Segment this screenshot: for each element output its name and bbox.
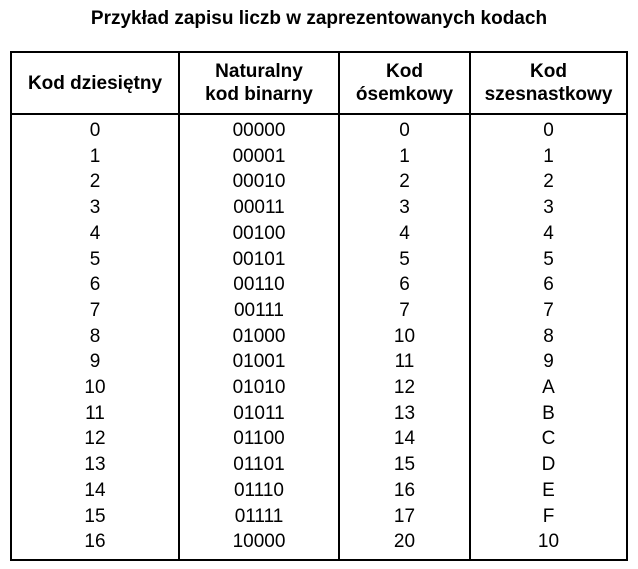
hex-cell: 1 (470, 144, 627, 170)
hex-cell: 7 (470, 298, 627, 324)
table-row (11, 375, 627, 401)
header-row (11, 52, 627, 114)
table-row (11, 195, 627, 221)
binary-cell: 10000 (179, 529, 339, 560)
decimal-cell: 1 (11, 144, 179, 170)
hex-cell: 6 (470, 272, 627, 298)
octal-cell: 17 (339, 504, 470, 530)
octal-cell: 0 (339, 114, 470, 144)
binary-cell: 01001 (179, 349, 339, 375)
header-binary (179, 52, 339, 114)
binary-cell: 01111 (179, 504, 339, 530)
hex-cell: E (470, 478, 627, 504)
hex-cell: 8 (470, 324, 627, 350)
hex-cell: A (470, 375, 627, 401)
binary-cell: 00010 (179, 169, 339, 195)
octal-cell: 11 (339, 349, 470, 375)
hex-cell: 5 (470, 247, 627, 273)
table-header (11, 52, 627, 114)
decimal-cell: 12 (11, 426, 179, 452)
decimal-cell: 16 (11, 529, 179, 560)
decimal-cell: 3 (11, 195, 179, 221)
binary-cell: 01010 (179, 375, 339, 401)
octal-cell: 1 (339, 144, 470, 170)
decimal-cell: 10 (11, 375, 179, 401)
table-row (11, 272, 627, 298)
octal-cell: 2 (339, 169, 470, 195)
decimal-cell: 9 (11, 349, 179, 375)
table-body (11, 114, 627, 560)
table-row (11, 169, 627, 195)
hex-cell: 3 (470, 195, 627, 221)
octal-cell: 6 (339, 272, 470, 298)
octal-cell: 13 (339, 401, 470, 427)
header-octal-line-1: Kod (386, 61, 423, 82)
decimal-cell: 4 (11, 221, 179, 247)
table-row (11, 144, 627, 170)
decimal-cell: 14 (11, 478, 179, 504)
header-octal-line-2: ósemkowy (355, 84, 454, 105)
decimal-cell: 0 (11, 114, 179, 144)
table-row (11, 426, 627, 452)
hex-cell: 9 (470, 349, 627, 375)
header-decimal (11, 52, 179, 114)
binary-cell: 00000 (179, 114, 339, 144)
header-hex-line-1: Kod (530, 61, 567, 82)
table-row (11, 221, 627, 247)
octal-cell: 14 (339, 426, 470, 452)
binary-cell: 01101 (179, 452, 339, 478)
hex-cell: 4 (470, 221, 627, 247)
binary-cell: 01110 (179, 478, 339, 504)
octal-cell: 20 (339, 529, 470, 560)
hex-cell: 0 (470, 114, 627, 144)
table-row (11, 452, 627, 478)
hex-cell: C (470, 426, 627, 452)
header-binary-line-2: kod binarny (205, 84, 313, 105)
binary-cell: 00011 (179, 195, 339, 221)
header-hex (470, 52, 627, 114)
table-row (11, 298, 627, 324)
octal-cell: 3 (339, 195, 470, 221)
table-row (11, 529, 627, 560)
code-table (10, 51, 628, 561)
decimal-cell: 5 (11, 247, 179, 273)
octal-cell: 10 (339, 324, 470, 350)
hex-cell: B (470, 401, 627, 427)
binary-cell: 01011 (179, 401, 339, 427)
octal-cell: 4 (339, 221, 470, 247)
header-decimal-line-1: Kod dziesiętny (27, 72, 163, 94)
binary-cell: 01000 (179, 324, 339, 350)
decimal-cell: 13 (11, 452, 179, 478)
table-row (11, 247, 627, 273)
decimal-cell: 2 (11, 169, 179, 195)
header-binary-line-1: Naturalny (215, 61, 303, 82)
table-row (11, 114, 627, 144)
decimal-cell: 6 (11, 272, 179, 298)
binary-cell: 00100 (179, 221, 339, 247)
decimal-cell: 15 (11, 504, 179, 530)
octal-cell: 5 (339, 247, 470, 273)
binary-cell: 00110 (179, 272, 339, 298)
hex-cell: F (470, 504, 627, 530)
decimal-cell: 11 (11, 401, 179, 427)
binary-cell: 00101 (179, 247, 339, 273)
octal-cell: 12 (339, 375, 470, 401)
hex-cell: 2 (470, 169, 627, 195)
header-hex-line-2: szesnastkowy (484, 84, 613, 105)
decimal-cell: 7 (11, 298, 179, 324)
table-row (11, 504, 627, 530)
table-row (11, 324, 627, 350)
hex-cell: 10 (470, 529, 627, 560)
page-title: Przykład zapisu liczb w zaprezentowanych kodach (90, 8, 548, 29)
octal-cell: 16 (339, 478, 470, 504)
octal-cell: 7 (339, 298, 470, 324)
binary-cell: 01100 (179, 426, 339, 452)
table-row (11, 401, 627, 427)
table-row (11, 349, 627, 375)
decimal-cell: 8 (11, 324, 179, 350)
octal-cell: 15 (339, 452, 470, 478)
header-octal (339, 52, 470, 114)
hex-cell: D (470, 452, 627, 478)
table-row (11, 478, 627, 504)
binary-cell: 00001 (179, 144, 339, 170)
binary-cell: 00111 (179, 298, 339, 324)
